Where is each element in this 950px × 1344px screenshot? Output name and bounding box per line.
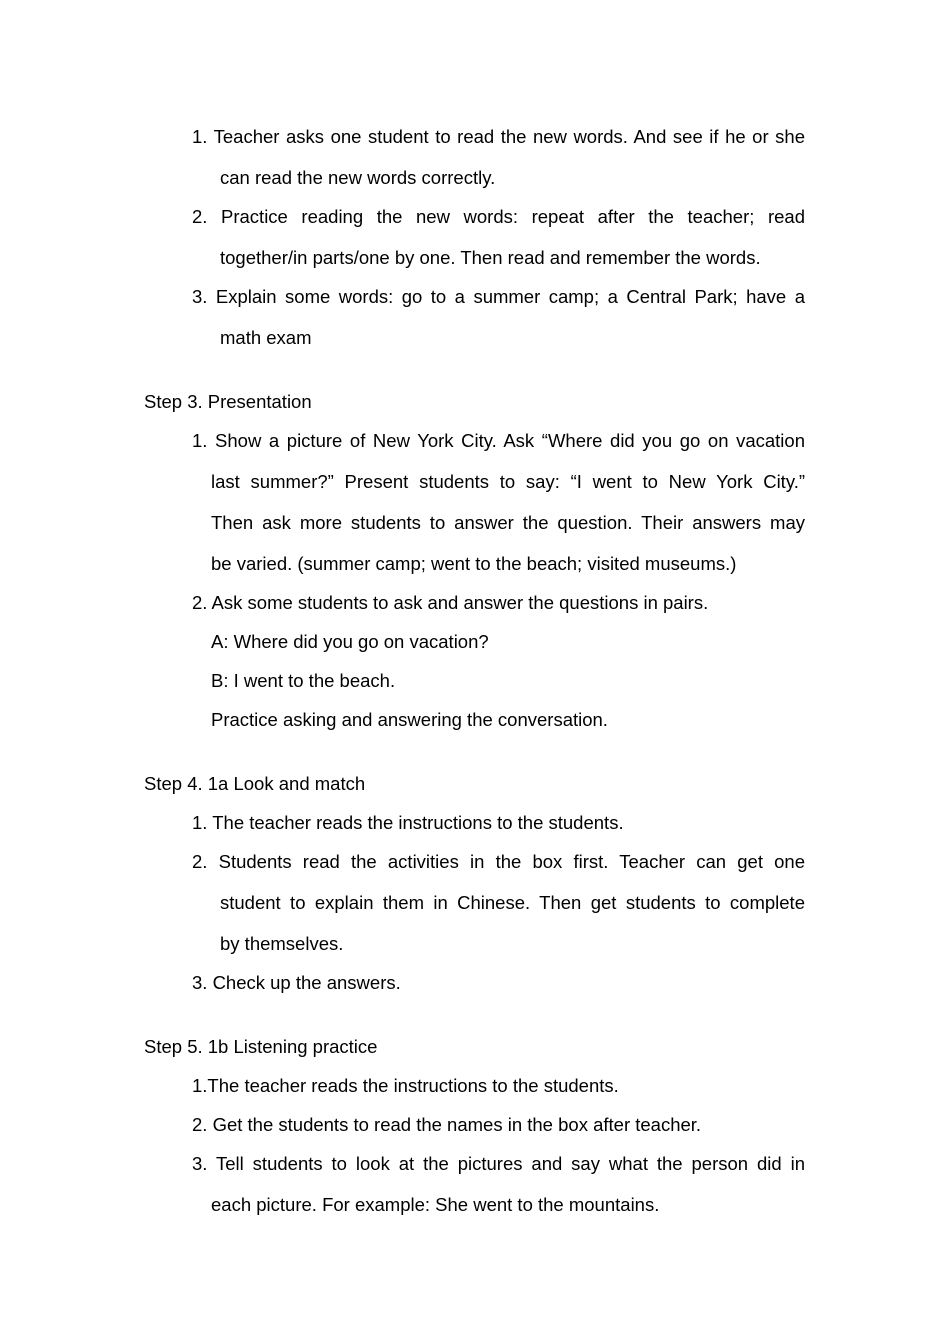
step5-heading: Step 5. 1b Listening practice [144,1036,378,1057]
step3-item1-line2: last summer?” Present students to say: “I went to New York City.” [211,471,805,492]
step2-item2-line2: together/in parts/one by one. Then read and remember the words. [220,247,761,268]
step2-item1-line1: 1. Teacher asks one student to read the new words. And see if he or she [192,126,805,147]
step3-item1-line3: Then ask more students to answer the question. Their answers may [211,512,805,533]
step4-item3: 3. Check up the answers. [192,972,401,993]
step2-item3-line2: math exam [220,327,312,348]
step3-item1-line1: 1. Show a picture of New York City. Ask “Where did you go on vacation [192,430,805,451]
step4-item2-line1: 2. Students read the activities in the box first. Teacher can get one [192,851,805,872]
step5-item3-line2: each picture. For example: She went to the mountains. [211,1194,660,1215]
step3-item2: 2. Ask some students to ask and answer the questions in pairs. [192,592,709,613]
step3-item1-line4: be varied. (summer camp; went to the beach; visited museums.) [211,553,737,574]
step5-item2: 2. Get the students to read the names in the box after teacher. [192,1114,702,1135]
step4-item1: 1. The teacher reads the instructions to the students. [192,812,624,833]
step4-item2-line3: by themselves. [220,933,344,954]
step3-heading: Step 3. Presentation [144,391,312,412]
step2-item1-line2: can read the new words correctly. [220,167,496,188]
step3-dialog-b: B: I went to the beach. [211,670,396,691]
step2-item3-line1: 3. Explain some words: go to a summer camp; a Central Park; have a [192,286,805,307]
step4-heading: Step 4. 1a Look and match [144,773,366,794]
step2-item2-line1: 2. Practice reading the new words: repeat after the teacher; read [192,206,805,227]
step5-item1: 1.The teacher reads the instructions to the students. [192,1075,619,1096]
step4-item2-line2: student to explain them in Chinese. Then get students to complete [220,892,805,913]
step3-dialog-a: A: Where did you go on vacation? [211,631,489,652]
step5-item3-line1: 3. Tell students to look at the pictures and say what the person did in [192,1153,805,1174]
step3-practice: Practice asking and answering the conversation. [211,709,608,730]
